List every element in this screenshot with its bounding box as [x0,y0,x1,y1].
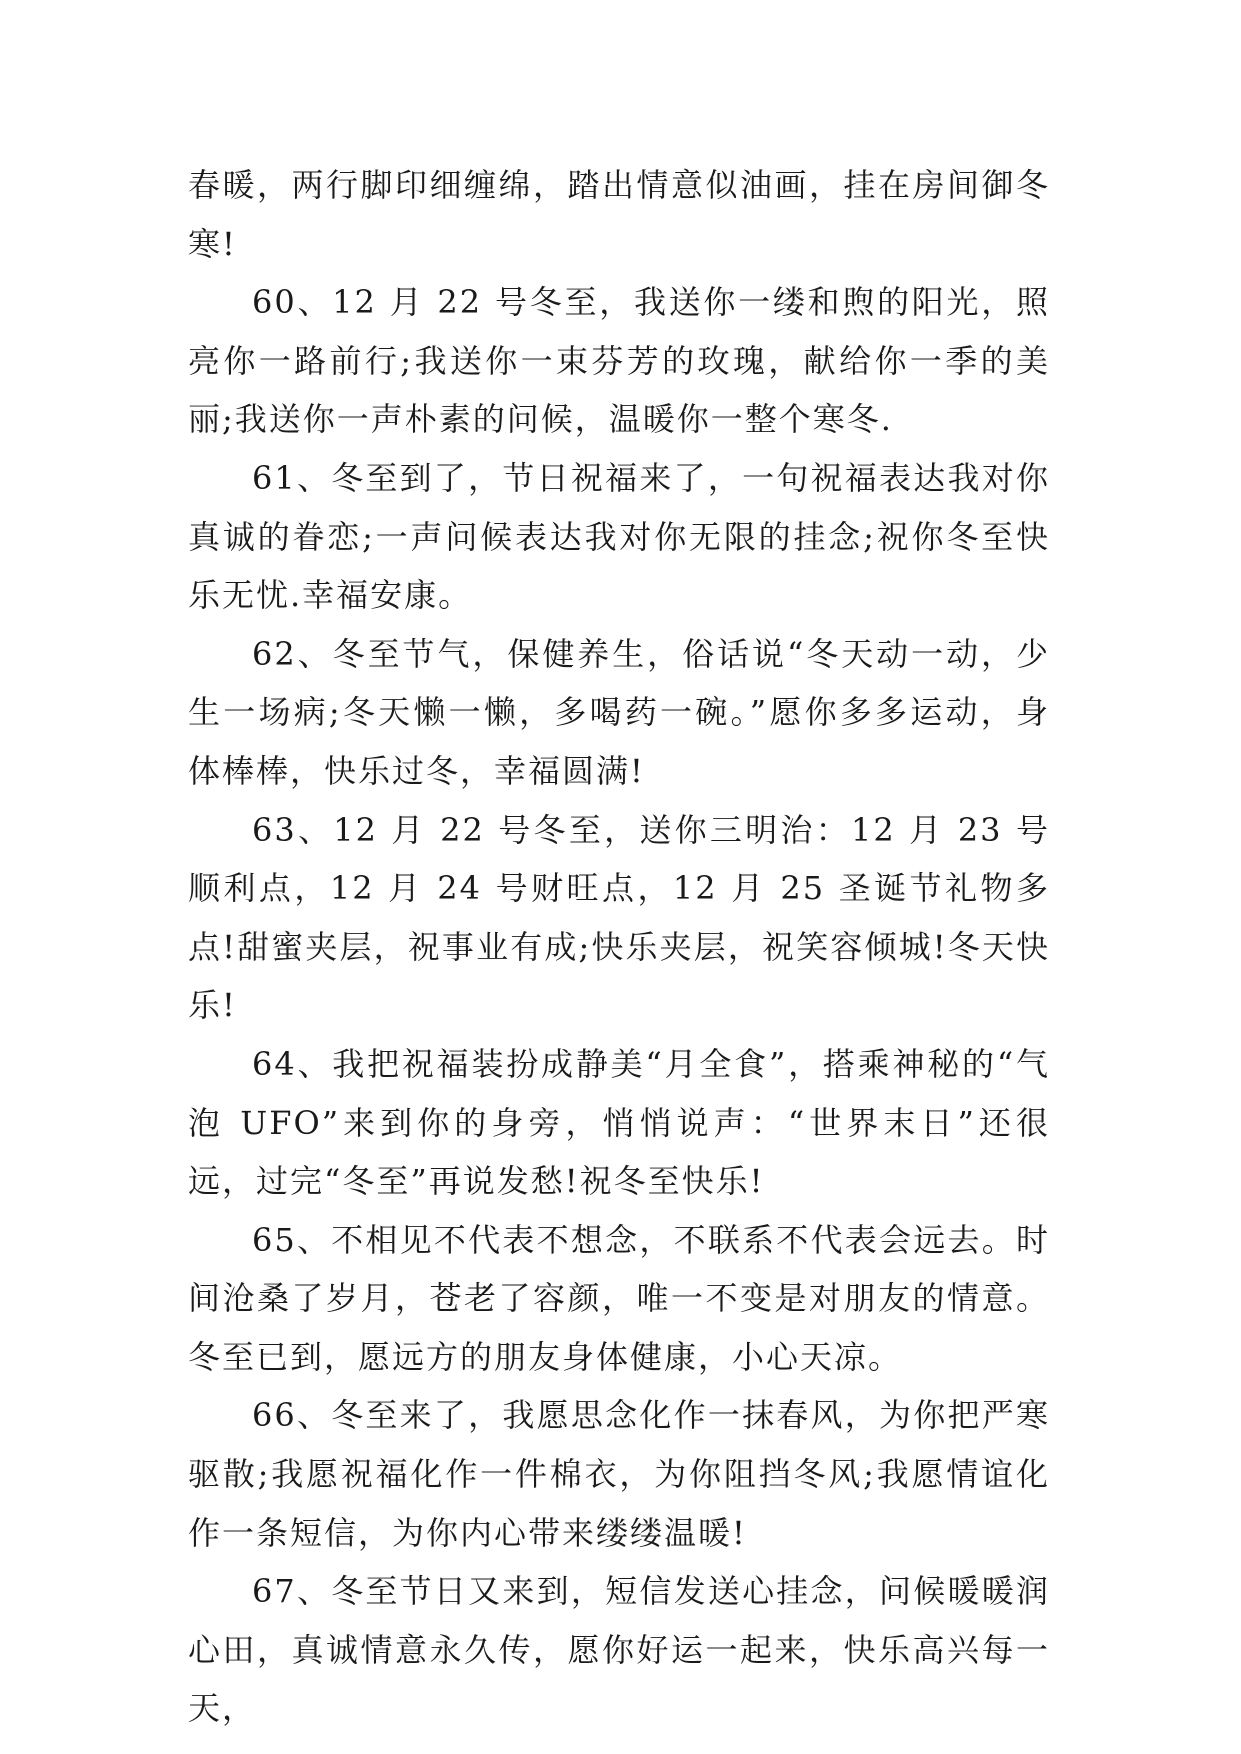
document-body [188,156,1050,1738]
paragraph-67: 67、冬至节日又来到，短信发送心挂念，问候暖暖润心田，真诚情意永久传，愿你好运一起来，快乐高兴每一天， [188,1572,1050,1728]
paragraph-65: 65、不相见不代表不想念，不联系不代表会远去。时间沧桑了岁月，苍老了容颜，唯一不变是对朋友的情意。冬至已到，愿远方的朋友身体健康，小心天凉。 [188,1220,1050,1376]
paragraph-64: 64、我把祝福装扮成静美“月全食”，搭乘神秘的“气泡 UFO”来到你的身旁，悄悄说声：“世界末日”还很远，过完“冬至”再说发愁!祝冬至快乐! [188,1044,1050,1201]
paragraph-61: 61、冬至到了，节日祝福来了，一句祝福表达我对你真诚的眷恋;一声问候表达我对你无限的挂念;祝你冬至快乐无忧.幸福安康。 [188,458,1050,615]
paragraph-continuation: 春暖，两行脚印细缠绵，踏出情意似油画，挂在房间御冬寒! [188,166,1050,263]
paragraph-60: 60、12 月 22 号冬至，我送你一缕和煦的阳光，照亮你一路前行;我送你一束芬芳的玫瑰，献给你一季的美丽;我送你一声朴素的问候，温暖你一整个寒冬. [188,283,1050,439]
paragraph-63: 63、12 月 22 号冬至，送你三明治：12 月 23 号顺利点，12 月 24 号财旺点，12 月 25 圣诞节礼物多点!甜蜜夹层，祝事业有成;快乐夹层，祝笑容倾城!冬天快乐! [188,810,1050,1025]
paragraph-66: 66、冬至来了，我愿思念化作一抹春风，为你把严寒驱散;我愿祝福化作一件棉衣，为你阻挡冬风;我愿情谊化作一条短信，为你内心带来缕缕温暖! [188,1396,1050,1552]
paragraph-62: 62、冬至节气，保健养生，俗话说“冬天动一动，少生一场病;冬天懒一懒，多喝药一碗。”愿你多多运动，身体棒棒，快乐过冬，幸福圆满! [188,634,1050,790]
